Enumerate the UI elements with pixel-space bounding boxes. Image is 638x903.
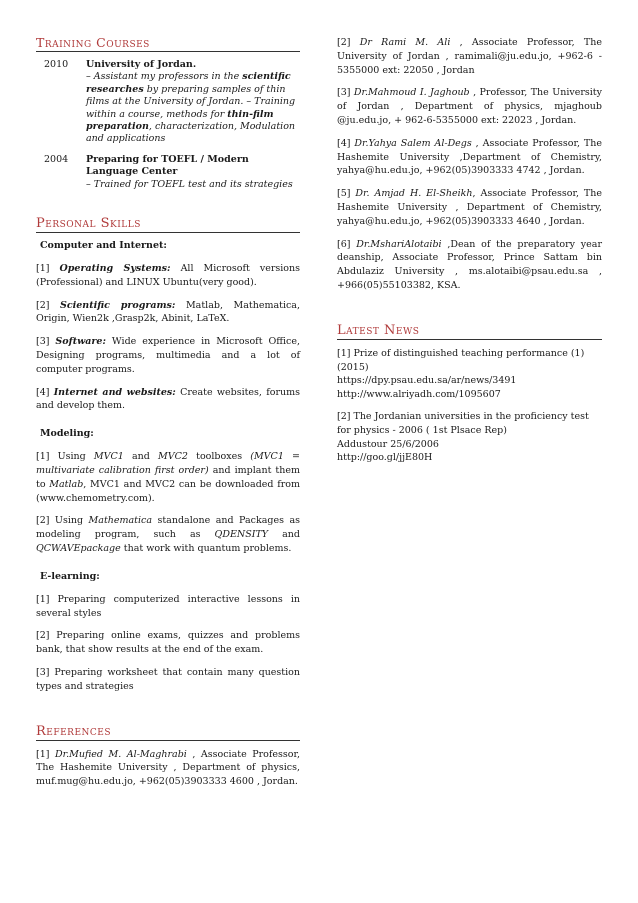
news-item [337, 347, 602, 402]
course-name: University of Jordan. [86, 59, 197, 70]
news-link[interactable]: http://www.alriyadh.com/1095607 [337, 389, 501, 401]
news-source: Addustour 25/6/2006 [337, 438, 439, 450]
skill-item: [3] Software: Wide experience in Microsoft Office, Designing programs, multimedia and a lot of computer programs. [36, 336, 301, 375]
news-link[interactable]: http://goo.gl/jjE80H [337, 452, 433, 464]
personal-skills-title: Personal Skills [36, 217, 300, 233]
news-item [337, 410, 602, 465]
news-text: [1] Prize of distinguished teaching performance (1) (2015) [337, 347, 585, 373]
course-entry [36, 59, 300, 146]
news-text: [2] The Jordanian universities in the proficiency test for physics - 2006 ( 1st Plsace Rep) [337, 410, 589, 436]
reference-item: [6] Dr.MshariAlotaibi ,Dean of the preparatory year deanship, Associate Professor, Prince Sattam bin Abdulaziz University , ms.alotaibi@psau.edu.sa , +966(05)55103382, KSA. [337, 238, 602, 291]
news-link[interactable]: https://dpy.psau.edu.sa/ar/news/3491 [337, 375, 517, 387]
reference-item: [3] Dr.Mahmoud I. Jaghoub , Professor, The University of Jordan , Department of physics, mjaghoub @ju.edu.jo, + 962-6-5355000 ext: 22023 , Jordan. [337, 87, 602, 126]
skill-item: [1] Operating Systems: All Microsoft versions (Professional) and LINUX Ubuntu(very good). [36, 263, 300, 288]
elearning-heading: E-learning: [40, 570, 100, 582]
course-entry [36, 154, 300, 191]
computer-internet-heading: Computer and Internet: [40, 240, 167, 252]
skill-item: [4] Internet and websites: Create websites, forums and develop them. [36, 386, 300, 412]
reference-item: [1] Dr.Mufied M. Al-Maghrabi , Associate Professor, The Hashemite University , Department of physics, muf.mug@hu.edu.jo, +962(05)3903333 4600 , Jordan. [36, 748, 300, 788]
modeling-item: [1] Using MVC1 and MVC2 toolboxes (MVC1 = multivariate calibration first order) and implant them to Matlab, MVC1 and MVC2 can be downloaded from (www.chemometry.com). [36, 451, 300, 504]
course-description: – Trained for TOEFL test and its strategies [86, 178, 293, 190]
latest-news-title: Latest News [337, 324, 602, 340]
course-year: 2004 [44, 153, 69, 165]
modeling-heading: Modeling: [40, 428, 94, 440]
elearning-item: [1] Preparing computerized interactive lessons in several styles [36, 593, 300, 619]
left-column [36, 36, 300, 798]
elearning-item: [2] Preparing online exams, quizzes and problems bank, that show results at the end of the exam. [36, 630, 300, 656]
right-column [337, 36, 602, 473]
course-year: 2010 [44, 59, 69, 70]
modeling-item: [2] Using Mathematica standalone and Packages as modeling program, such as QDENSITY and QCWAVEpackage that work with quantum problems. [36, 515, 300, 555]
reference-item: [5] Dr. Amjad H. El-Sheikh, Associate Professor, The Hashemite University , Department of Chemistry, yahya@hu.edu.jo, +962(05)3903333 4640 , Jordan. [337, 188, 602, 227]
reference-item: [4] Dr.Yahya Salem Al-Degs , Associate Professor, The Hashemite University ,Department of Chemistry, yahya@hu.edu.jo, +962(05)3903333 4742 , Jordan. [337, 137, 603, 177]
reference-item: [2] Dr Rami M. Ali , Associate Professor, The University of Jordan , ramimali@ju.edu.jo, +962-6 - 5355000 ext: 22050 , Jordan [337, 37, 602, 76]
references-title: References [36, 725, 300, 741]
course-description: – Assistant my professors in the scientific researches by preparing samples of thin films at the University of Jordan. – Training within a course, methods for thin-film preparation, characterization, Modulation and applications [86, 71, 296, 145]
course-name: Preparing for TOEFL / Modern Language Center [86, 153, 249, 178]
elearning-item: [3] Preparing worksheet that contain many question types and strategies [36, 667, 300, 692]
training-courses-title: Training Courses [36, 36, 300, 52]
skill-item: [2] Scientific programs: Matlab, Mathematica, Origin, Wien2k ,Grasp2k, Abinit, LaTeX. [36, 299, 300, 325]
